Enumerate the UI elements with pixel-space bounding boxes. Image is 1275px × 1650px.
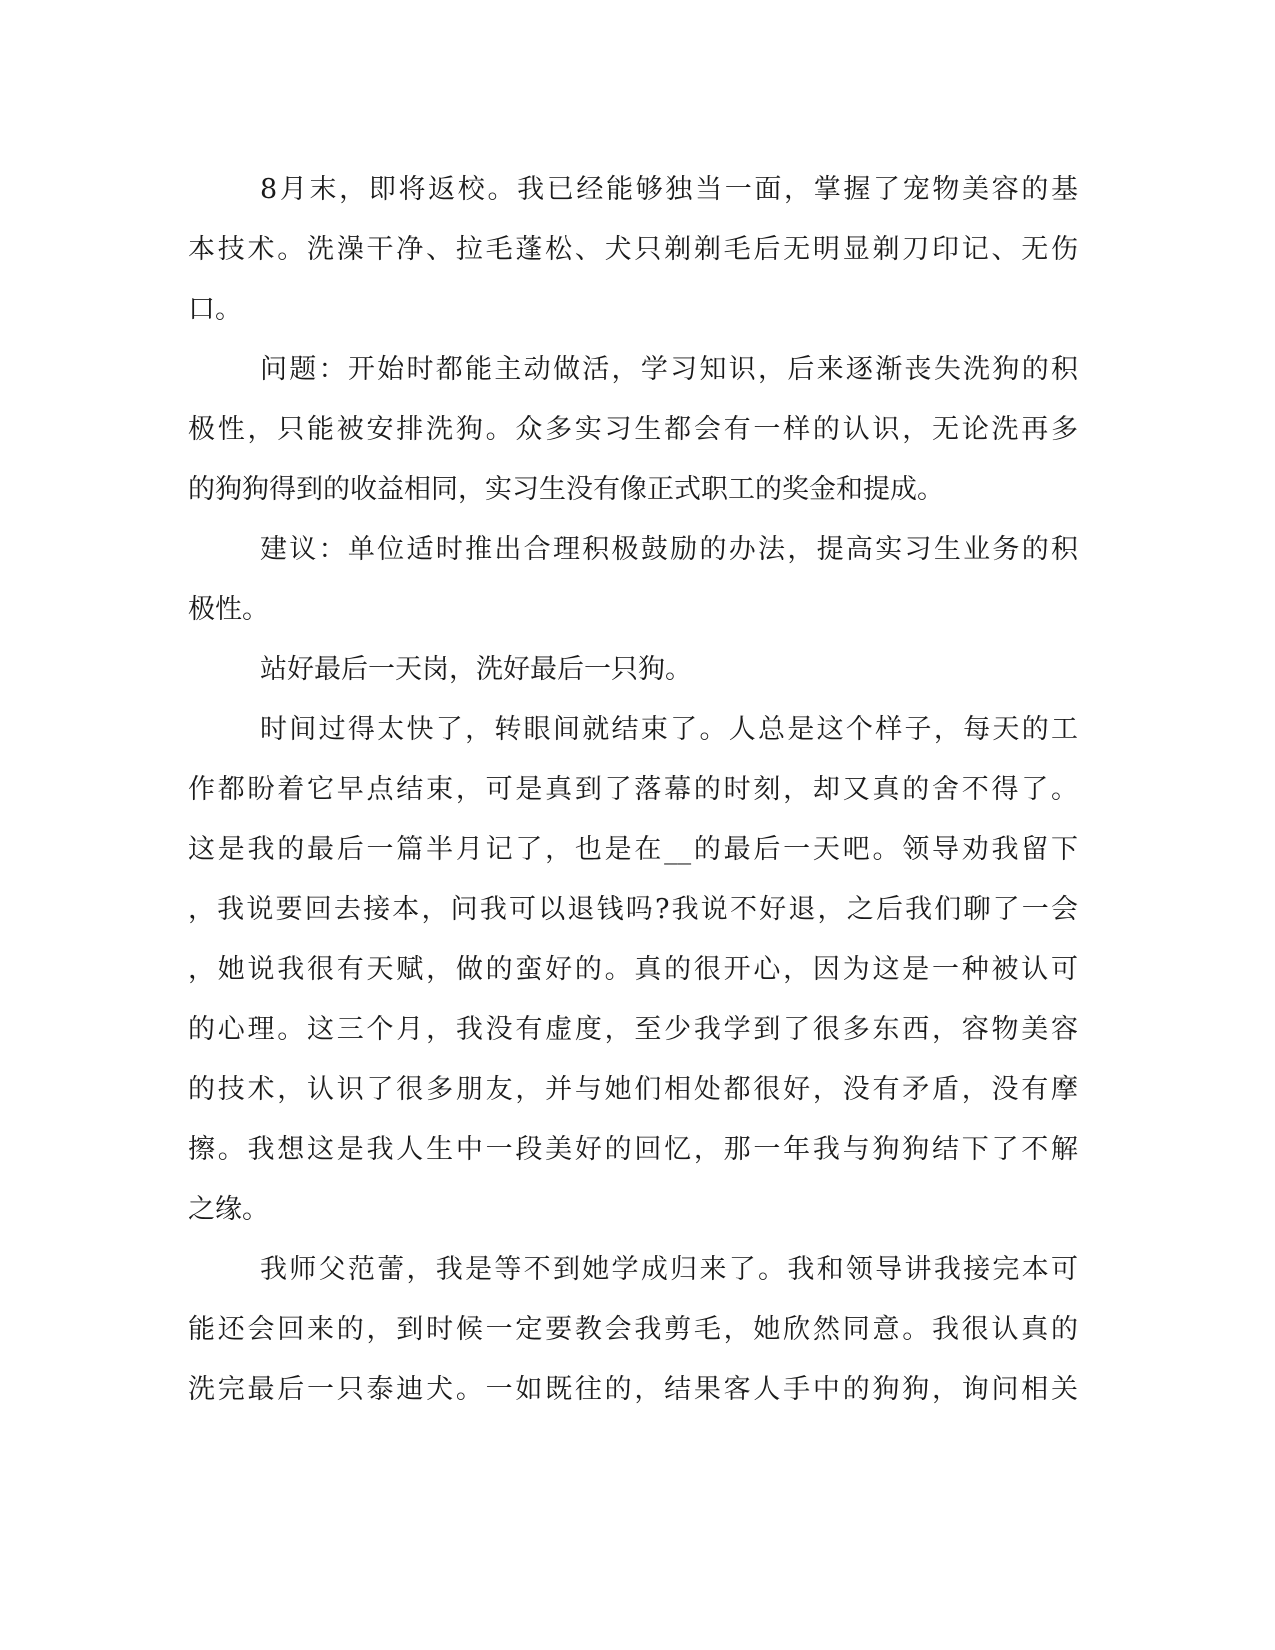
- paragraph-line: 之缘。: [188, 1194, 269, 1225]
- paragraph-line: 的心理。这三个月，我没有虚度，至少我学到了很多东西，容物美容: [188, 1014, 1078, 1045]
- paragraph-line: 建议：单位适时推出合理积极鼓励的办法，提高实习生业务的积: [260, 534, 1078, 565]
- paragraph-line: 擦。我想这是我人生中一段美好的回忆，那一年我与狗狗结下了不解: [188, 1134, 1078, 1165]
- paragraph-line: 问题：开始时都能主动做活，学习知识，后来逐渐丧失洗狗的积: [260, 354, 1078, 385]
- paragraph-line: 本技术。洗澡干净、拉毛蓬松、犬只剃剃毛后无明显剃刀印记、无伤: [188, 234, 1078, 265]
- body-text: [188, 160, 1078, 1420]
- paragraph-line: 极性，只能被安排洗狗。众多实习生都会有一样的认识，无论洗再多: [188, 414, 1078, 445]
- paragraph-line: 作都盼着它早点结束，可是真到了落幕的时刻，却又真的舍不得了。: [188, 774, 1078, 805]
- paragraph-line: 口。: [188, 294, 242, 325]
- paragraph-line: 极性。: [188, 594, 269, 625]
- paragraph-line: 的技术，认识了很多朋友，并与她们相处都很好，没有矛盾，没有摩: [188, 1074, 1078, 1105]
- paragraph-line: 8月末，即将返校。我已经能够独当一面，掌握了宠物美容的基: [260, 174, 1078, 205]
- paragraph-line: 站好最后一天岗，洗好最后一只狗。: [260, 654, 692, 685]
- paragraph-line: 这是我的最后一篇半月记了，也是在__的最后一天吧。领导劝我留下: [188, 834, 1078, 865]
- paragraph-line: ，她说我很有天赋，做的蛮好的。真的很开心，因为这是一种被认可: [188, 954, 1078, 985]
- paragraph-line: ，我说要回去接本，问我可以退钱吗?我说不好退，之后我们聊了一会: [188, 894, 1078, 925]
- paragraph-line: 能还会回来的，到时候一定要教会我剪毛，她欣然同意。我很认真的: [188, 1314, 1078, 1345]
- paragraph-line: 时间过得太快了，转眼间就结束了。人总是这个样子，每天的工: [260, 714, 1078, 745]
- paragraph-line: 的狗狗得到的收益相同，实习生没有像正式职工的奖金和提成。: [188, 474, 944, 505]
- paragraph-line: 洗完最后一只泰迪犬。一如既往的，结果客人手中的狗狗，询问相关: [188, 1374, 1078, 1405]
- paragraph-line: 我师父范蕾，我是等不到她学成归来了。我和领导讲我接完本可: [260, 1254, 1078, 1285]
